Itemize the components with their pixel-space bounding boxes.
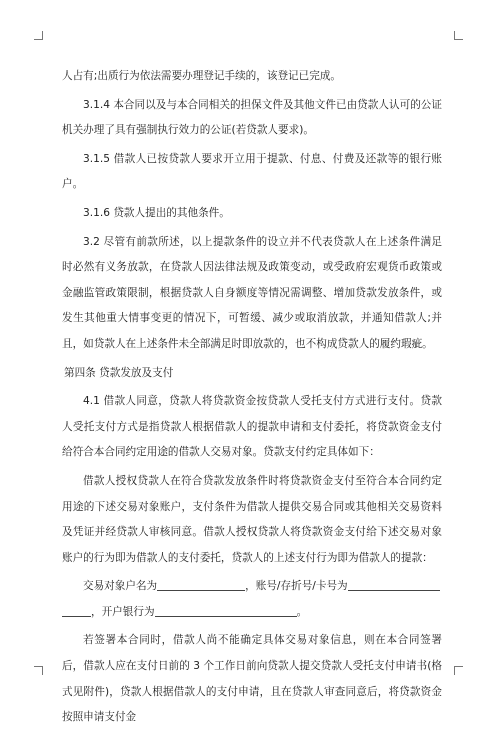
bank-line-period: 。 bbox=[296, 605, 308, 618]
crop-mark-bottom-right bbox=[454, 666, 463, 675]
account-number-blank-cont bbox=[62, 603, 91, 617]
paragraph-3-2: 3.2 尽管有前款所述，以上提款条件的设立并不代表贷款人在上述条件满足时必然有义务放款，在贷款人因法律法规及政策变动，或受政府宏观货币政策或金融监管政策限制，根据贷款人自身额度等情况需调整、增加贷款发放条件，或发生其他重大情事变更的情况下，可暂缓、减少或取消放款，并通知借款人;并且，如贷款人在上述条件未全部满足时即放款的，也不构成贷款人的履约瑕疵。 bbox=[62, 235, 442, 350]
account-name-label: 交易对象户名为 bbox=[83, 580, 158, 593]
crop-mark-bottom-left bbox=[34, 666, 43, 675]
paragraph-3-1-4: 3.1.4 本合同以及与本合同相关的担保文件及其他文件已由贷款人认可的公证机关办理了具有强制执行效力的公证(若贷款人要求)。 bbox=[62, 98, 442, 137]
bank-label: ，开户银行为 bbox=[91, 605, 155, 618]
bank-name-blank bbox=[155, 603, 297, 617]
paragraph-undetermined-counterparty: 若签署本合同时，借款人尚不能确定具体交易对象信息，则在本合同签署后，借款人应在支付日前的 3 个工作日前向贷款人提交贷款人受托支付申请书(格式见附件)，贷款人根据借款人的支付申请，且在贷款人审查同意后，将贷款资金按照申请支付金 bbox=[62, 634, 442, 724]
section-heading-article-4: 第四条 贷款发放及支付 bbox=[64, 366, 174, 379]
account-number-blank bbox=[348, 577, 440, 591]
paragraph-4-1: 4.1 借款人同意，贷款人将贷款资金按贷款人受托支付方式进行支付。贷款人受托支付方式是指贷款人根据借款人的提款申请和支付委托，将贷款资金支付给符合本合同约定用途的借款人交易对象。贷款支付约定具体如下： bbox=[62, 395, 442, 459]
paragraph-3-1-6: 3.1.6 贷款人提出的其他条件。 bbox=[83, 206, 230, 219]
account-name-blank bbox=[157, 577, 245, 591]
crop-mark-top-right bbox=[454, 31, 463, 40]
document-body bbox=[62, 64, 442, 731]
account-number-label: ，账号/存折号/卡号为 bbox=[245, 580, 348, 593]
crop-mark-top-left bbox=[34, 31, 43, 40]
paragraph-payment-authorization: 借款人授权贷款人在符合贷款发放条件时将贷款资金支付至符合本合同约定用途的下述交易对象账户，支付条件为借款人提供交易合同或其他相关交易资料及凭证并经贷款人审核同意。借款人授权贷款人将贷款资金支付给下述交易对象账户的行为即为借款人的支付委托，贷款人的上述支付行为即为借款人的提款： bbox=[62, 474, 442, 564]
form-line-bank bbox=[62, 600, 442, 626]
form-line-account bbox=[62, 574, 442, 600]
paragraph-3-1-5: 3.1.5 借款人已按贷款人要求开立用于提款、付息、付费及还款等的银行账户。 bbox=[62, 152, 442, 191]
paragraph-registration: 人占有;出质行为依法需要办理登记手续的，该登记已完成。 bbox=[62, 70, 342, 82]
